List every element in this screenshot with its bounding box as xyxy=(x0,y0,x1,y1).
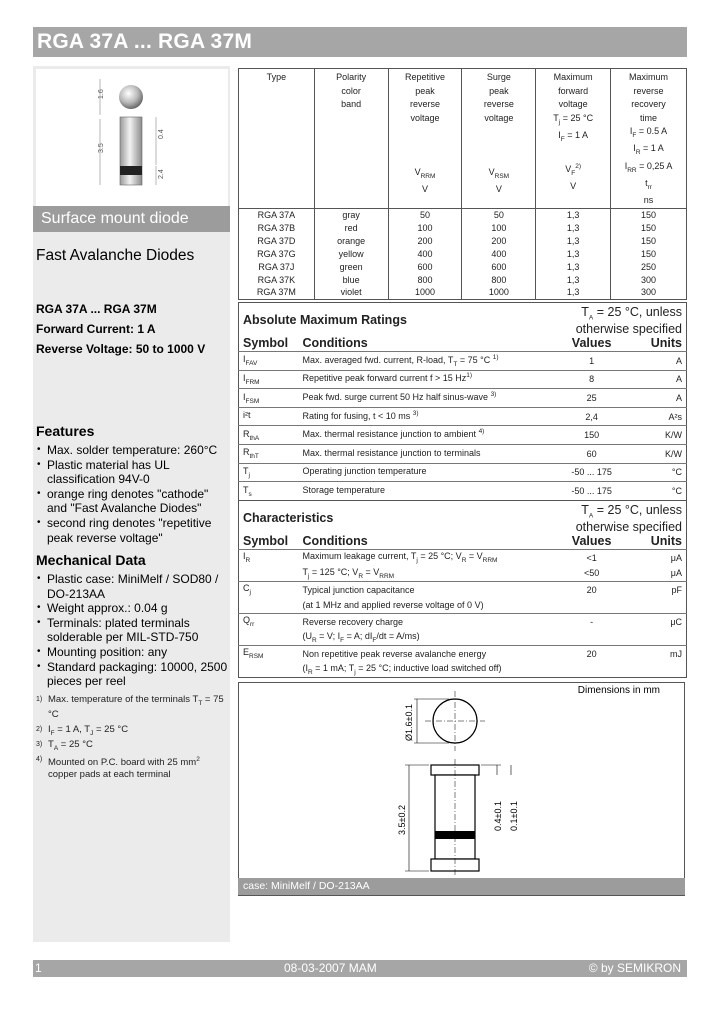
dim-band-text: 0.4±0.1 xyxy=(493,801,503,831)
table-row: RGA 37J green 600 600 1,3 250 xyxy=(239,260,687,273)
parts-table xyxy=(238,68,687,300)
table-row: ($U_R = V$; $I_F = A$; $dI_F/dt = A/ms$) xyxy=(302,630,420,644)
diode-dim-band: 0.4 xyxy=(158,129,165,139)
dim-length-text: 3.5±0.2 xyxy=(397,805,407,835)
table-row: $R_{thT}$ Max. thermal resistance junction to terminals 60 K/W xyxy=(239,444,687,463)
surface-mount-label: Surface mount diode xyxy=(33,206,230,232)
table-row: RGA 37G yellow 400 400 1,3 150 xyxy=(239,247,687,260)
list-item: • Terminals: plated terminals solderable per MIL-STD-750 xyxy=(36,616,228,645)
dim-circle-text: Ø1.6±0.1 xyxy=(404,704,414,741)
abs-max-title: Absolute Maximum Ratings xyxy=(243,313,407,328)
table-row: $R_{thA}$ Max. thermal resistance junction to ambient $^{4)}$ 150 K/W xyxy=(239,426,687,445)
table-row: RGA 37D orange 200 200 1,3 150 xyxy=(239,234,687,247)
page-number: 1 xyxy=(35,961,42,975)
diode-drawing xyxy=(36,69,228,206)
footnotes: 1) Max. temperature of the terminals $T_T = 75$ °C 2) $I_F = 1$ A, $T_J = 25$ °C 3) $T_A = 25$ °C 4) Mounted on P.C. board with 25 $mm^2$ copper pads at each terminal xyxy=(36,694,224,780)
list-item: • Standard packaging: 10000, 2500 pieces per reel xyxy=(36,660,228,689)
diode-dim-cap: 2.4 xyxy=(158,169,165,179)
footer-date: 08-03-2007 MAM xyxy=(284,961,377,975)
characteristics-condition: $T_A = 25$ °C, unless otherwise specified xyxy=(575,503,682,534)
diode-illustration xyxy=(36,69,228,206)
table-row: $I_R$ Maximum leakage current, $T_j = 25$ °C; $V_R = V_{RRM}$ <1 μA xyxy=(239,550,687,566)
table-row: $C_j$ Typical junction capacitance 20 pF xyxy=(239,582,687,598)
col-repetitive: Repetitive peak reverse voltage $V_{RRM}$ V xyxy=(388,69,462,209)
page-title: RGA 37A ... RGA 37M xyxy=(37,30,253,53)
table-row: RGA 37M violet 1000 1000 1,3 300 xyxy=(239,286,687,299)
table-row: ($I_R = 1$ mA; $T_j = 25$ °C; inductive load switched off) xyxy=(302,662,502,676)
dimension-drawing xyxy=(238,682,685,896)
list-item: • Max. solder temperature: 260°C xyxy=(36,443,228,458)
footer-copyright: © by SEMIKRON xyxy=(588,961,681,975)
table-row: $I_{FRM}$ Repetitive peak forward current f > 15 Hz$^{1)}$ 8 A xyxy=(239,370,687,389)
reverse-voltage: Reverse Voltage: 50 to 1000 V xyxy=(36,342,206,356)
table-row: $T_s$ Storage temperature -50 ... 175 °C xyxy=(239,482,687,501)
col-max-forward: Maximum forward voltage $T_j = 25$ °C $I_F = 1$ A $V_F^{2)}$ V xyxy=(536,69,611,209)
list-item: • orange ring denotes "cathode" and "Fast Avalanche Diodes" xyxy=(36,487,228,516)
col-polarity: Polarity color band xyxy=(314,69,388,209)
diode-end-view xyxy=(119,85,143,109)
table-row: RGA 37B red 100 100 1,3 150 xyxy=(239,221,687,234)
page-footer xyxy=(33,960,687,977)
table-row: i²t Rating for fusing, t < 10 ms $^{3)}$ 2,4 A²s xyxy=(239,407,687,426)
table-row: RGA 37A gray 50 50 1,3 150 xyxy=(239,208,687,221)
list-item: • Weight approx.: 0.04 g xyxy=(36,601,228,616)
dim-cap-text: 0.1±0.1 xyxy=(509,801,519,831)
list-item: • Plastic case: MiniMelf / SOD80 / DO-213AA xyxy=(36,572,228,601)
characteristics-title: Characteristics xyxy=(243,511,334,526)
table-row: $T_j = 125$ °C; $V_R = V_{RRM}$ <50 μA xyxy=(302,566,682,580)
list-item: • Plastic material has UL classification 94V-0 xyxy=(36,458,228,487)
mechanical-title: Mechanical Data xyxy=(36,552,146,568)
table-row: $Q_{rr}$ Reverse recovery charge - μC xyxy=(239,614,687,630)
case-label: case: MiniMelf / DO-213AA xyxy=(238,878,685,895)
dimensions-label: Dimensions in mm xyxy=(577,685,660,696)
forward-current: Forward Current: 1 A xyxy=(36,322,156,336)
table-row: $I_{FAV}$ Max. averaged fwd. current, R-load, $T_T = 75$ °C $^{1)}$ 1 A xyxy=(239,352,687,371)
abs-max-table: Absolute Maximum Ratings $T_A = 25$ °C, unless otherwise specified Symbol Conditions Values Units $I_{FAV}$ Max. averaged fwd. current, R-load, $T_T = 75$ °C $^{1)}$ 1 A $I_{FRM}$ Repetitive peak forward current f > 15 Hz$^{1)}$ 8 A $I_{FSM}$ Peak fwd. surge current 50 Hz half sinus-wave $^{3)}$ 25 A i²t Rating for fusing, t < 10 ms $^{3)}$ 2,4 A²s $R_{thA}$ Max. thermal resistance junction to ambient $^{4)}$ 150 K/W $R_{thT}$ Max. thermal resistance junction to terminals 60 K/W $T_j$ Operating junction temperature -50 ... 175 °C $T_s$ Storage temperature -50 ... 175 °C xyxy=(238,302,687,501)
diode-dim-length: 3.5 xyxy=(98,143,105,153)
mechanical-list xyxy=(36,572,228,689)
table-row: (at 1 MHz and applied reverse voltage of 0 V) xyxy=(302,600,484,611)
table-row: RGA 37K blue 800 800 1,3 300 xyxy=(239,273,687,286)
table-row: $I_{FSM}$ Peak fwd. surge current 50 Hz half sinus-wave $^{3)}$ 25 A xyxy=(239,389,687,408)
product-title: Fast Avalanche Diodes xyxy=(36,247,195,264)
list-item: • Mounting position: any xyxy=(36,645,228,660)
dimension-svg xyxy=(239,683,686,879)
col-type: Type xyxy=(239,69,315,209)
features-title: Features xyxy=(36,423,95,439)
characteristics-table: Characteristics $T_A = 25$ °C, unless otherwise specified Symbol Conditions Values Units $I_R$ Maximum leakage current, $T_j = 25$ °C; $V_R = V_{RRM}$ <1 μA $T_j = 125$ °C; $V_R = V_{RRM}$ <50 μA $C_j$ Typical junction capacitance 20 pF (at 1 MHz and applied reverse voltage of 0 V) $Q_{rr}$ Reverse recovery charge - μC ($U_R = V$; $I_F = A$; $dI_F/dt = A/ms$) $E_{RSM}$ Non repetitive peak reverse avalanche energy 20 mJ ($I_R = 1$ mA; $T_j = 25$ °C; inductive load switched off) xyxy=(238,500,687,678)
col-surge: Surge peak reverse voltage $V_{RSM}$ V xyxy=(462,69,536,209)
abs-max-condition: $T_A = 25$ °C, unless otherwise specified xyxy=(575,305,682,336)
title-bar xyxy=(33,27,687,57)
table-row: $T_j$ Operating junction temperature -50 ... 175 °C xyxy=(239,463,687,482)
col-max-reverse: Maximum reverse recovery time $I_F = 0.5$ A $I_R = 1$ A $I_{RR} = 0,25$ A $t_{rr}$ ns xyxy=(611,69,687,209)
table-row: $E_{RSM}$ Non repetitive peak reverse avalanche energy 20 mJ xyxy=(239,646,687,662)
list-item: • second ring denotes "repetitive peak reverse voltage" xyxy=(36,516,228,545)
features-list xyxy=(36,443,228,545)
diode-dim-diameter: 1.6 xyxy=(98,89,105,99)
part-range: RGA 37A ... RGA 37M xyxy=(36,302,157,316)
parts-table-header xyxy=(239,69,687,209)
cathode-band xyxy=(120,166,142,175)
